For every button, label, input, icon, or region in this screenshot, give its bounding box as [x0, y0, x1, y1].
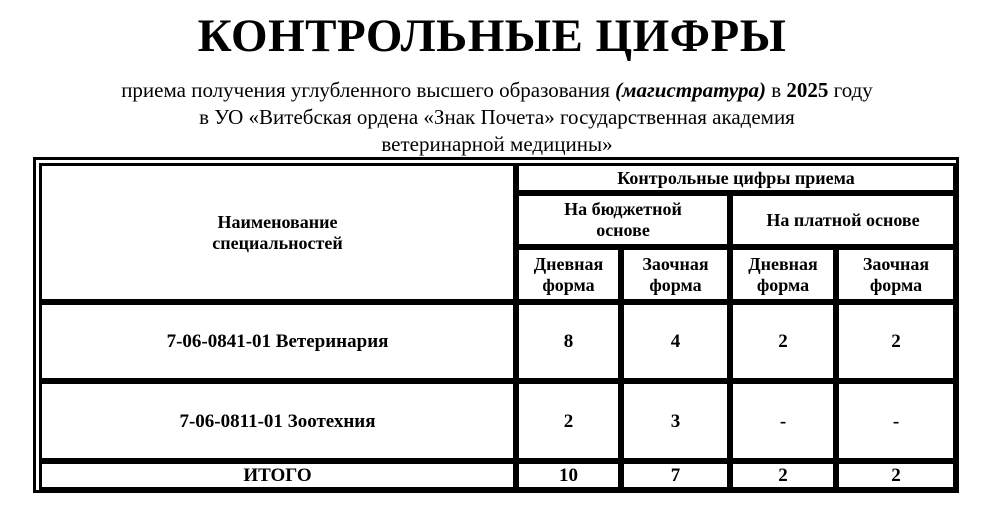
document-title: КОНТРОЛЬНЫЕ ЦИФРЫ [197, 10, 787, 62]
row-2-paid-day [730, 381, 836, 461]
row-2-budget-extramural-value: 3 [670, 410, 681, 432]
subtitle-line-2: в УО «Витебская ордена «Знак Почета» государственная академия [199, 105, 795, 129]
total-budget-extramural-value: 7 [670, 465, 681, 486]
subtitle-line-1 [0, 77, 984, 104]
subtitle-line-3: ветеринарной медицины» [381, 132, 613, 156]
total-budget-extramural [621, 461, 730, 490]
header-budget-text: На бюджетной основе [564, 199, 682, 240]
header-paid-day-text: Дневная форма [748, 253, 818, 295]
header-paid [730, 193, 956, 247]
row-2-paid-extramural-value: - [892, 410, 900, 432]
row-1-budget-extramural [621, 302, 730, 381]
total-paid-day [730, 461, 836, 490]
row-2-paid-day-value: - [779, 410, 787, 432]
row-1-specialty [39, 302, 516, 381]
total-paid-day-value: 2 [778, 465, 788, 486]
subtitle-text: приема получения углубленного высшего образования [121, 78, 610, 102]
row-2-budget-extramural [621, 381, 730, 461]
header-specialty-name [39, 163, 516, 302]
subtitle-text: году [833, 78, 873, 102]
header-specialty-name-text: Наименование специальностей [212, 211, 343, 253]
header-budget-extramural-text: Заочная форма [642, 253, 709, 295]
row-1-budget-day [516, 302, 621, 381]
total-budget-day-value: 10 [559, 465, 578, 486]
header-budget-day-text: Дневная форма [533, 253, 604, 295]
row-1-paid-extramural [836, 302, 956, 381]
row-2-budget-day [516, 381, 621, 461]
row-1-paid-day [730, 302, 836, 381]
row-1-paid-day-value: 2 [778, 331, 788, 352]
row-1-paid-extramural-value: 2 [891, 331, 901, 352]
header-control-figures-text: Контрольные цифры приема [617, 167, 855, 188]
document-subtitle [0, 77, 984, 158]
subtitle-year: 2025 [786, 78, 829, 102]
total-label-text: ИТОГО [243, 465, 312, 486]
header-paid-text: На платной основе [766, 209, 920, 230]
row-1-budget-extramural-value: 4 [670, 331, 681, 352]
row-1-specialty-text: 7-06-0841-01 Ветеринария [166, 331, 389, 352]
header-control-figures [516, 163, 956, 193]
row-2-budget-day-value: 2 [563, 410, 574, 432]
row-2-paid-extramural [836, 381, 956, 461]
header-budget-day [516, 247, 621, 302]
row-2-specialty [39, 381, 516, 461]
total-label [39, 461, 516, 490]
total-paid-extramural-value: 2 [891, 465, 901, 486]
subtitle-text: в [771, 78, 782, 102]
header-paid-day [730, 247, 836, 302]
header-budget [516, 193, 730, 247]
total-paid-extramural [836, 461, 956, 490]
header-budget-extramural [621, 247, 730, 302]
subtitle-program-type: (магистратура) [615, 78, 766, 102]
row-1-budget-day-value: 8 [563, 331, 574, 352]
total-budget-day [516, 461, 621, 490]
row-2-specialty-text: 7-06-0811-01 Зоотехния [179, 410, 376, 432]
header-paid-extramural [836, 247, 956, 302]
admission-table [33, 157, 959, 493]
header-paid-extramural-text: Заочная форма [862, 253, 930, 295]
